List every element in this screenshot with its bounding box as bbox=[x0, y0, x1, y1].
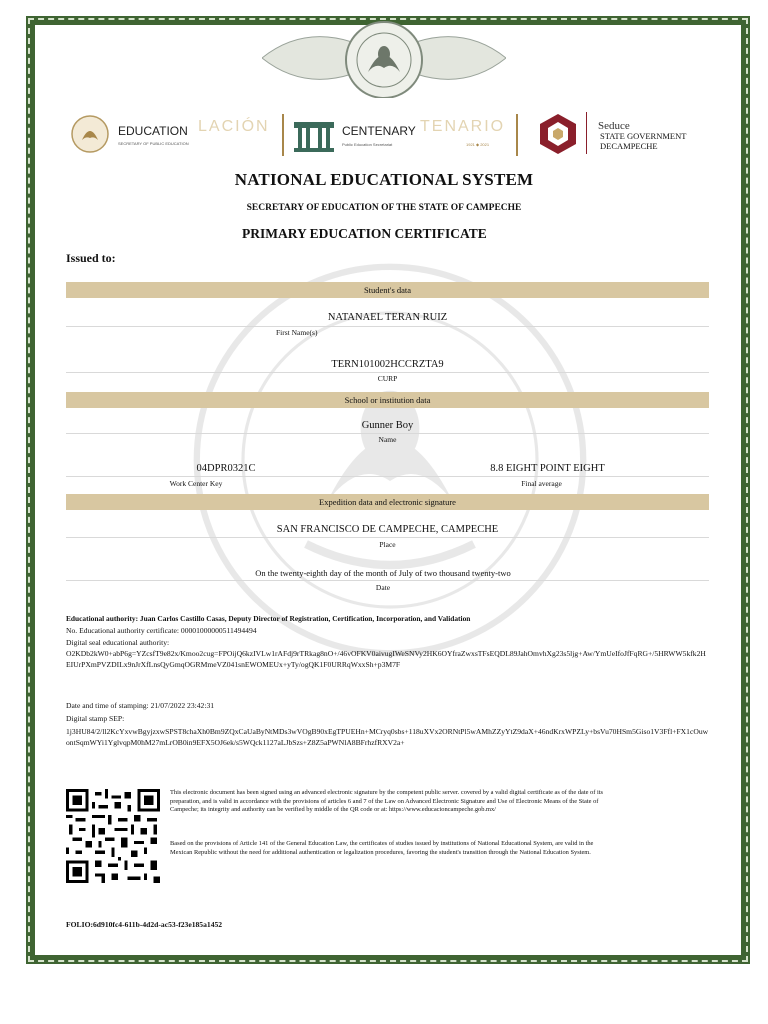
place-value: SAN FRANCISCO DE CAMPECHE, CAMPECHE bbox=[276, 524, 499, 535]
campeche-logo-icon bbox=[536, 112, 580, 156]
stamping-datetime: Date and time of stamping: 21/07/2022 23:42:31 bbox=[66, 701, 215, 710]
logo-centenary-faded: TENARIO bbox=[420, 118, 506, 135]
digital-stamp-value: 1j3HU84/2/ll2KcYxvwBgyjzxwSPST8chaXh0Bm9ZQxCaUaByNtMDs3wVOgB90xEgTPUEHn+MCryq0sbs+118uXVx2ORNtPl5wAMhZZyYtZ9daX+46ndKrxWPZLy+bsVu70HSm5Giso1V3Ffl+FX1cOuwontSqmWYi1YglvqpM0hM27mLrOB0in9EFX5OJ6ek/s5WQck1127aLJbSzs+Z8Z5aPWNlA8BFrhzfRXV2a+ bbox=[66, 727, 709, 747]
national-seal-icon bbox=[262, 18, 506, 98]
logo-row bbox=[66, 108, 706, 160]
logo-seduce-text: Seduce bbox=[598, 120, 630, 132]
place-label: Place bbox=[379, 540, 396, 549]
education-seal-icon bbox=[68, 114, 112, 154]
logo-state-gov-text: STATE GOVERNMENT bbox=[600, 131, 687, 141]
section-band-expedition: Expedition data and electronic signature bbox=[66, 494, 709, 510]
date-label: Date bbox=[375, 583, 391, 592]
digital-seal-value: O2KDb2kW0+abP6g=YZcsfT9e82x/Kmoo2cug=FPOijQ6kzIVLw1rAFdj9rTRkag8nO+/46vOFKV0aivugIWeSNVy2HK6OYfraZwxsTFsEQDL89JahOmvhXg23s5ljg+Aw/YmUeIfoJfFqRG+/5HRWW5kfk2HEIUrPXmPVZDILx9nJrXfLnsQyGmqOGRMmeVZ041snEWOMEUx+yTy/ogQK1F0URRqWxxSh+p3M7F bbox=[66, 649, 706, 669]
section-band-student: Student's data bbox=[66, 282, 709, 298]
logo-education-subtext: SECRETARY OF PUBLIC EDUCATION bbox=[118, 141, 189, 146]
final-average-label: Final average bbox=[521, 479, 562, 488]
divider bbox=[66, 433, 709, 434]
document-title: NATIONAL EDUCATIONAL SYSTEM bbox=[234, 170, 534, 189]
legal-text-validity: Based on the provisions of Article 141 of the General Education Law, the certificates of studies issued by institutions of National Educational System, are valid in the Mexican Republic without the need for additional authentication or legalization procedures, favoring the student's transition through the National Education System. bbox=[170, 840, 594, 856]
work-center-key-value: 04DPR0321C bbox=[196, 463, 256, 474]
digital-stamp-label: Digital stamp SEP: bbox=[66, 714, 125, 723]
qr-code-icon[interactable] bbox=[66, 789, 160, 883]
divider bbox=[282, 114, 284, 156]
section-band-school: School or institution data bbox=[66, 392, 709, 408]
date-value: On the twenty-eighth day of the month of July of two thousand twenty-two bbox=[255, 568, 511, 578]
logo-centenary-subtext: Public Education Secretariat bbox=[342, 142, 393, 147]
authority-certificate-number: No. Educational authority certificate: 00001000000511494494 bbox=[66, 626, 257, 635]
divider bbox=[66, 580, 709, 581]
educational-authority-text: Educational authority: Juan Carlos Castillo Casas, Deputy Director of Registration, Certification, Incorporation, and Validation bbox=[66, 614, 471, 623]
work-center-key-label: Work Center Key bbox=[169, 479, 223, 488]
divider bbox=[66, 326, 709, 327]
divider bbox=[516, 114, 518, 156]
folio-number: FOLIO:6d910fc4-611b-4d2d-ac53-f23e185a1452 bbox=[66, 920, 223, 929]
final-average-value: 8.8 EIGHT POINT EIGHT bbox=[490, 463, 605, 474]
school-name-value: Gunner Boy bbox=[361, 420, 414, 431]
logo-centenary-text: CENTENARY bbox=[342, 124, 416, 138]
document-subtitle: SECRETARY OF EDUCATION OF THE STATE OF CAMPECHE bbox=[246, 203, 522, 213]
curp-label: CURP bbox=[377, 374, 398, 383]
divider bbox=[66, 476, 709, 477]
digital-seal-label: Digital seal educational authority: bbox=[66, 638, 170, 647]
divider bbox=[66, 537, 709, 538]
divider bbox=[586, 112, 587, 154]
student-name-value: NATANAEL TERAN RUIZ bbox=[327, 312, 448, 323]
logo-education-faded: LACIÓN bbox=[198, 118, 270, 135]
certificate-name: PRIMARY EDUCATION CERTIFICATE bbox=[242, 226, 487, 241]
school-name-label: Name bbox=[378, 435, 397, 444]
logo-education-text: EDUCATION bbox=[118, 124, 188, 138]
logo-centenary-years: 1921 ◆ 2021 bbox=[466, 142, 490, 147]
centenary-building-icon bbox=[292, 118, 336, 154]
student-name-label: First Name(s) bbox=[276, 328, 318, 337]
logo-campeche-text: DECAMPECHE bbox=[600, 141, 658, 151]
issued-to-label: Issued to: bbox=[66, 251, 116, 265]
legal-text-signature: This electronic document has been signed using an advanced electronic signature by the competent public server. covered by a valid digital certificate as of the date of its preparation, and is valid in accordance with the provisions of articles 6 and 7 of the Law on Advanced Electronic Signature and Use of Electronic Means of the State of Campeche; its integrity and authority can be verified by middle of the QR code or at: https://www.educacioncampeche.gob.mx/ bbox=[170, 789, 603, 814]
divider bbox=[66, 372, 709, 373]
curp-value: TERN101002HCCRZTA9 bbox=[331, 359, 444, 370]
